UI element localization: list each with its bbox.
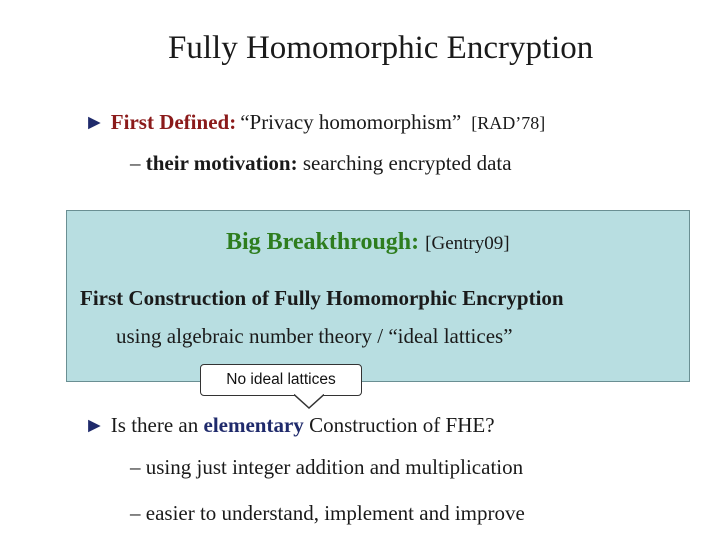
motivation-text: searching encrypted data	[302, 151, 512, 175]
bullet-elementary-construction	[84, 413, 495, 438]
bullet-first-defined	[84, 110, 545, 135]
slide-title: Fully Homomorphic Encryption	[168, 30, 594, 66]
bullet-motivation	[130, 151, 512, 176]
sub-item-integer-ops: – using just integer addition and multiplication	[130, 455, 524, 479]
sub-item-easier: – easier to understand, implement and improve	[130, 501, 525, 525]
elementary-word: elementary	[203, 413, 304, 437]
bullet-arrow-icon: ►	[84, 110, 105, 134]
first-construction-line	[80, 286, 564, 311]
privacy-homomorphism-quote: “Privacy homomorphism”	[240, 110, 462, 134]
rad78-reference: [RAD’78]	[471, 113, 546, 133]
breakthrough-heading: Big Breakthrough:	[226, 229, 420, 255]
dash-marker: –	[130, 151, 141, 175]
homomorphic-word: Homomorphic	[326, 286, 457, 310]
motivation-label: their motivation:	[145, 151, 298, 175]
bullet-arrow-icon: ►	[84, 413, 105, 437]
elementary-question-suffix: Construction of FHE?	[309, 413, 495, 437]
algebraic-number-theory-line: using algebraic number theory / “ideal lattices”	[116, 324, 513, 348]
callout-pointer	[294, 394, 324, 410]
encryption-word: Encryption	[462, 286, 564, 310]
no-ideal-lattices-callout: No ideal lattices	[200, 364, 362, 396]
breakthrough-heading-line	[226, 229, 510, 256]
first-defined-label: First Defined:	[110, 110, 237, 134]
gentry09-reference: [Gentry09]	[425, 233, 510, 254]
first-construction-prefix: First Construction of Fully	[80, 286, 321, 310]
elementary-question-prefix: Is there an	[110, 413, 199, 437]
